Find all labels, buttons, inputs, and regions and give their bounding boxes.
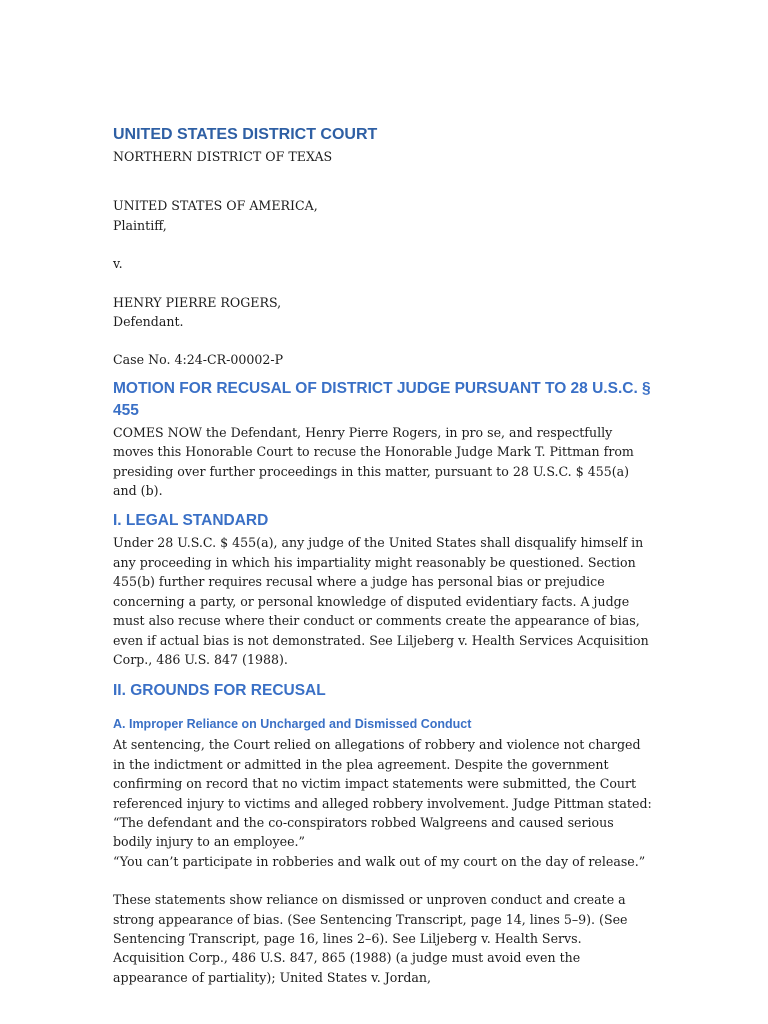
spacer: [113, 235, 653, 254]
spacer: [113, 166, 653, 196]
subsection-a-heading: A. Improper Reliance on Uncharged and Dismissed Conduct: [113, 717, 472, 732]
court-title: UNITED STATES DISTRICT COURT: [113, 126, 378, 143]
versus-label: v.: [113, 256, 123, 272]
defendant-name: HENRY PIERRE ROGERS,: [113, 294, 282, 310]
spacer: [113, 331, 653, 350]
quote-1: “The defendant and the co-conspirators robbed Walgreens and caused serious bodily injury to an employee.”: [113, 814, 614, 850]
defendant-role: Defendant.: [113, 314, 184, 330]
quote-2: “You can’t participate in robberies and walk out of my court on the day of release.”: [113, 853, 646, 869]
section-grounds-heading: II. GROUNDS FOR RECUSAL: [113, 682, 326, 700]
case-number: Case No. 4:24-CR-00002-P: [113, 352, 284, 368]
plaintiff-name: UNITED STATES OF AMERICA,: [113, 198, 318, 214]
section-legal-standard-body: Under 28 U.S.C. $ 455(a), any judge of the United States shall disqualify himself in any proceeding in which his impartiality might reasonably be questioned. Section 455(b) further requires recusal where a judge has personal bias or prejudice concerning a party, or personal knowledge of disputed evidentiary facts. A judge must also recuse where their conduct or comments create the appearance of bias, even if actual bias is not demonstrated. See Liljeberg v. Health Services Acquisition Corp., 486 U.S. 847 (1988).: [113, 535, 649, 667]
grounds-paragraph-1: At sentencing, the Court relied on allegations of robbery and violence not charged in the indictment or admitted in the plea agreement. Despite the government confirming on record that no victim impact statements were submitted, the Court referenced injury to victims and alleged robbery involvement. Judge Pittman stated:: [113, 737, 652, 811]
spacer: [113, 871, 653, 890]
spacer: [113, 274, 653, 293]
motion-intro: COMES NOW the Defendant, Henry Pierre Rogers, in pro se, and respectfully moves this Honorable Court to recuse the Honorable Judge Mark T. Pittman from presiding over further proceedings in this matter, pursuant to 28 U.S.C. $ 455(a) and (b).: [113, 424, 634, 499]
plaintiff-role: Plaintiff,: [113, 217, 167, 233]
section-legal-standard-heading: I. LEGAL STANDARD: [113, 512, 269, 530]
district-name: NORTHERN DISTRICT OF TEXAS: [113, 149, 333, 164]
motion-title: MOTION FOR RECUSAL OF DISTRICT JUDGE PURSUANT TO 28 U.S.C. § 455: [113, 379, 651, 419]
document-body: [113, 124, 653, 987]
grounds-paragraph-2: These statements show reliance on dismissed or unproven conduct and create a strong appearance of bias. (See Sentencing Transcript, page 14, lines 5–9). (See Sentencing Transcript, page 16, lines 2–6). See Liljeberg v. Health Servs. Acquisition Corp., 486 U.S. 847, 865 (1988) (a judge must avoid even the appearance of partiality); United States v. Jordan,: [113, 892, 628, 985]
